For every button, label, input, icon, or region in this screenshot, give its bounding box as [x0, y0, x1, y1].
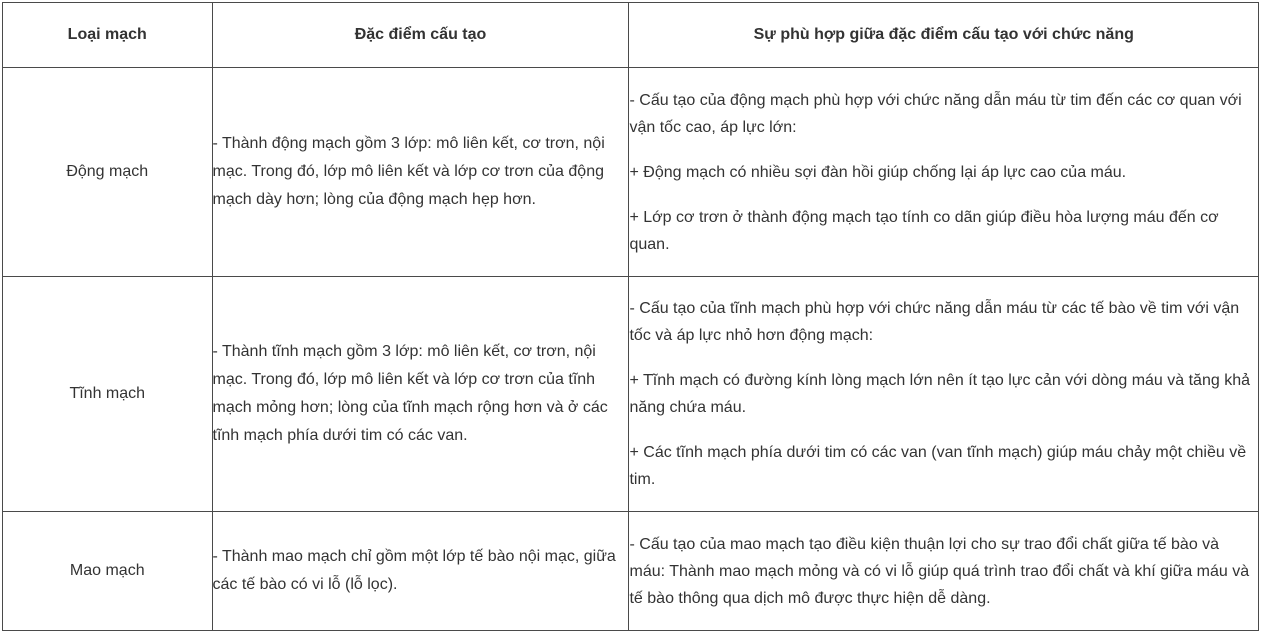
header-vessel-type: Loại mạch [3, 3, 213, 68]
vessel-name: Mao mạch [3, 512, 213, 631]
structure-text: - Thành động mạch gồm 3 lớp: mô liên kết, cơ trơn, nội mạc. Trong đó, lớp mô liên kết và lớp cơ trơn của động mạch dày hơn; lòng của động mạch hẹp hơn. [212, 68, 629, 276]
table-row-vein [3, 276, 1259, 512]
header-structure: Đặc điểm cấu tạo [212, 3, 629, 68]
function-paragraph: - Cấu tạo của tĩnh mạch phù hợp với chức năng dẫn máu từ các tế bào về tim với vận tốc và áp lực nhỏ hơn động mạch: [629, 299, 1240, 344]
function-paragraph: + Lớp cơ trơn ở thành động mạch tạo tính co dãn giúp điều hòa lượng máu đến cơ quan. [629, 208, 1219, 253]
header-function-fit: Sự phù hợp giữa đặc điểm cấu tạo với chức năng [629, 3, 1259, 68]
function-paragraph: + Động mạch có nhiều sợi đàn hồi giúp chống lại áp lực cao của máu. [629, 163, 1127, 181]
header-row [3, 3, 1259, 68]
vessel-comparison-table [2, 2, 1259, 631]
function-cell [629, 68, 1259, 276]
vessel-name: Động mạch [3, 68, 213, 276]
function-paragraph: + Các tĩnh mạch phía dưới tim có các van (van tĩnh mạch) giúp máu chảy một chiều về tim. [629, 443, 1247, 488]
function-cell [629, 512, 1259, 631]
function-cell [629, 276, 1259, 512]
table-row-capillary [3, 512, 1259, 631]
vessel-name: Tĩnh mạch [3, 276, 213, 512]
function-paragraph: - Cấu tạo của mao mạch tạo điều kiện thuận lợi cho sự trao đổi chất giữa tế bào và máu: Thành mao mạch mỏng và có vi lỗ giúp quá trình trao đổi chất và khí giữa máu và tế bào thông qua dịch mô được thực hiện dễ dàng. [629, 535, 1250, 607]
function-paragraph: + Tĩnh mạch có đường kính lòng mạch lớn nên ít tạo lực cản với dòng máu và tăng khả năng chứa máu. [629, 371, 1250, 416]
structure-text: - Thành tĩnh mạch gồm 3 lớp: mô liên kết, cơ trơn, nội mạc. Trong đó, lớp mô liên kết và lớp cơ trơn của tĩnh mạch mỏng hơn; lòng của tĩnh mạch rộng hơn và ở các tĩnh mạch phía dưới tim có các van. [212, 276, 629, 512]
structure-text: - Thành mao mạch chỉ gồm một lớp tế bào nội mạc, giữa các tế bào có vi lỗ (lỗ lọc). [212, 512, 629, 631]
function-paragraph: - Cấu tạo của động mạch phù hợp với chức năng dẫn máu từ tim đến các cơ quan với vận tốc cao, áp lực lớn: [629, 91, 1242, 136]
table-row-artery [3, 68, 1259, 276]
